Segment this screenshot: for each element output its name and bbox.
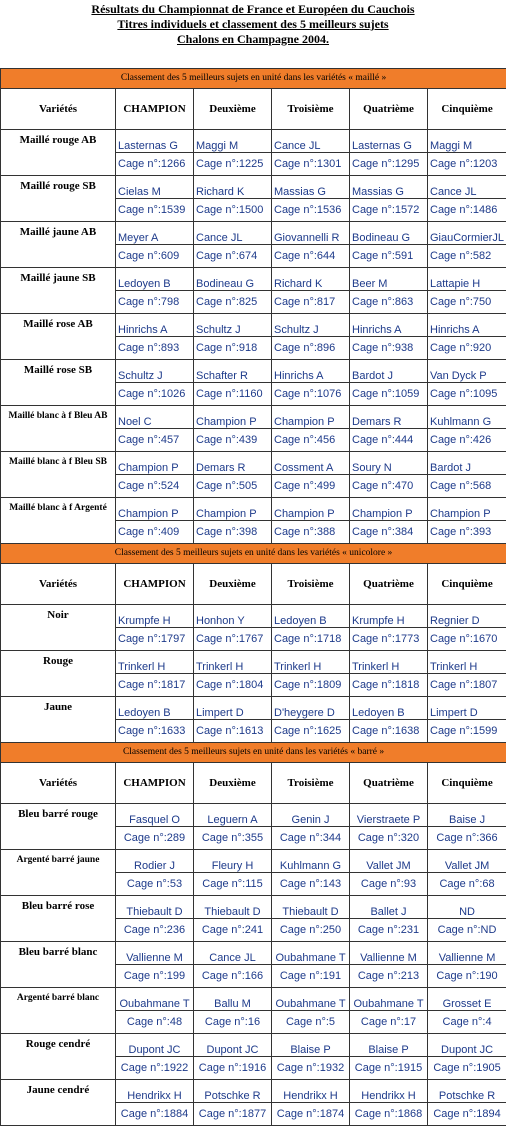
cage-number: Cage n°:1613 xyxy=(194,720,272,743)
cage-number: Cage n°:1266 xyxy=(116,153,194,176)
variety-label: Bleu barré rouge xyxy=(1,804,116,850)
cage-number: Cage n°:1797 xyxy=(116,628,194,651)
variety-label: Maillé rose SB xyxy=(1,360,116,406)
breeder-name: Blaise P xyxy=(350,1034,428,1057)
table-row xyxy=(1,130,506,153)
breeder-name: Champion P xyxy=(272,406,350,429)
variety-label: Bleu barré rose xyxy=(1,896,116,942)
section-banner-row xyxy=(1,743,506,763)
title-line-3: Chalons en Champagne 2004. xyxy=(176,32,330,46)
cage-number: Cage n°:1301 xyxy=(272,153,350,176)
column-header: CHAMPION xyxy=(116,763,194,804)
table-row xyxy=(1,651,506,674)
column-header: Variétés xyxy=(1,564,116,605)
cage-number: Cage n°:1804 xyxy=(194,674,272,697)
breeder-name: Krumpfe H xyxy=(350,605,428,628)
column-header-row xyxy=(1,763,506,804)
breeder-name: Dupont JC xyxy=(116,1034,194,1057)
cage-number: Cage n°:1922 xyxy=(116,1057,194,1080)
breeder-name: Hinrichs A xyxy=(428,314,506,337)
section-banner: Classement des 5 meilleurs sujets en unité dans les variétés « barré » xyxy=(1,743,506,763)
cage-number: Cage n°:426 xyxy=(428,429,506,452)
variety-label: Maillé blanc à f Bleu AB xyxy=(1,406,116,452)
column-header-row xyxy=(1,564,506,605)
breeder-name: Cielas M xyxy=(116,176,194,199)
cage-number: Cage n°:388 xyxy=(272,521,350,544)
column-header: Troisième xyxy=(272,89,350,130)
breeder-name: Cance JL xyxy=(272,130,350,153)
title-line-2: Titres individuels et classement des 5 meilleurs sujets xyxy=(117,17,389,31)
breeder-name: Massias G xyxy=(350,176,428,199)
column-header: Deuxième xyxy=(194,763,272,804)
variety-label: Noir xyxy=(1,605,116,651)
cage-number: Cage n°:93 xyxy=(350,873,428,896)
breeder-name: Hinrichs A xyxy=(272,360,350,383)
table-row xyxy=(1,804,506,827)
breeder-name: Fasquel O xyxy=(116,804,194,827)
breeder-name: Regnier D xyxy=(428,605,506,628)
breeder-name: Noel C xyxy=(116,406,194,429)
cage-number: Cage n°:4 xyxy=(428,1011,506,1034)
cage-number: Cage n°:499 xyxy=(272,475,350,498)
cage-number: Cage n°:236 xyxy=(116,919,194,942)
variety-label: Maillé jaune AB xyxy=(1,222,116,268)
cage-number: Cage n°:1670 xyxy=(428,628,506,651)
cage-number: Cage n°:444 xyxy=(350,429,428,452)
variety-label: Jaune cendré xyxy=(1,1080,116,1126)
breeder-name: Schultz J xyxy=(116,360,194,383)
breeder-name: Bardot J xyxy=(428,452,506,475)
breeder-name: Oubahmane T xyxy=(116,988,194,1011)
column-header: Cinquième xyxy=(428,763,506,804)
variety-label: Maillé blanc à f Argenté xyxy=(1,498,116,544)
breeder-name: Vallet JM xyxy=(428,850,506,873)
table-row xyxy=(1,222,506,245)
breeder-name: Thiebault D xyxy=(194,896,272,919)
section-banner-row xyxy=(1,69,506,89)
breeder-name: Oubahmane T xyxy=(272,942,350,965)
breeder-name: Cance JL xyxy=(194,942,272,965)
cage-number: Cage n°:582 xyxy=(428,245,506,268)
breeder-name: Vallienne M xyxy=(350,942,428,965)
section-banner-row xyxy=(1,544,506,564)
cage-number: Cage n°:609 xyxy=(116,245,194,268)
cage-number: Cage n°:366 xyxy=(428,827,506,850)
breeder-name: Hendrikx H xyxy=(350,1080,428,1103)
column-header: Deuxième xyxy=(194,564,272,605)
cage-number: Cage n°:166 xyxy=(194,965,272,988)
cage-number: Cage n°:1486 xyxy=(428,199,506,222)
breeder-name: ND xyxy=(428,896,506,919)
breeder-name: Ledoyen B xyxy=(116,268,194,291)
cage-number: Cage n°:250 xyxy=(272,919,350,942)
breeder-name: Trinkerl H xyxy=(194,651,272,674)
breeder-name: Bodineau G xyxy=(350,222,428,245)
breeder-name: Trinkerl H xyxy=(272,651,350,674)
breeder-name: Champion P xyxy=(428,498,506,521)
section-banner: Classement des 5 meilleurs sujets en unité dans les variétés « unicolore » xyxy=(1,544,506,564)
cage-number: Cage n°:53 xyxy=(116,873,194,896)
cage-number: Cage n°:896 xyxy=(272,337,350,360)
cage-number: Cage n°:920 xyxy=(428,337,506,360)
column-header: Quatrième xyxy=(350,564,428,605)
cage-number: Cage n°:1932 xyxy=(272,1057,350,1080)
column-header: Quatrième xyxy=(350,763,428,804)
breeder-name: Hinrichs A xyxy=(116,314,194,337)
breeder-name: Vallet JM xyxy=(350,850,428,873)
cage-number: Cage n°:213 xyxy=(350,965,428,988)
breeder-name: Potschke R xyxy=(194,1080,272,1103)
variety-label: Maillé jaune SB xyxy=(1,268,116,314)
breeder-name: Grosset E xyxy=(428,988,506,1011)
cage-number: Cage n°:817 xyxy=(272,291,350,314)
table-row xyxy=(1,896,506,919)
cage-number: Cage n°:320 xyxy=(350,827,428,850)
cage-number: Cage n°:16 xyxy=(194,1011,272,1034)
cage-number: Cage n°:1874 xyxy=(272,1103,350,1126)
breeder-name: Soury N xyxy=(350,452,428,475)
table-row xyxy=(1,452,506,475)
cage-number: Cage n°:1809 xyxy=(272,674,350,697)
breeder-name: Schultz J xyxy=(272,314,350,337)
column-header-row xyxy=(1,89,506,130)
cage-number: Cage n°:17 xyxy=(350,1011,428,1034)
breeder-name: Champion P xyxy=(350,498,428,521)
breeder-name: Kuhlmann G xyxy=(428,406,506,429)
cage-number: Cage n°:1915 xyxy=(350,1057,428,1080)
breeder-name: Maggi M xyxy=(194,130,272,153)
column-header: Variétés xyxy=(1,89,116,130)
column-header: Troisième xyxy=(272,564,350,605)
cage-number: Cage n°:893 xyxy=(116,337,194,360)
cage-number: Cage n°:199 xyxy=(116,965,194,988)
cage-number: Cage n°:439 xyxy=(194,429,272,452)
variety-label: Maillé rouge AB xyxy=(1,130,116,176)
breeder-name: Bardot J xyxy=(350,360,428,383)
variety-label: Maillé rose AB xyxy=(1,314,116,360)
breeder-name: Hendrikx H xyxy=(272,1080,350,1103)
breeder-name: Vallienne M xyxy=(428,942,506,965)
cage-number: Cage n°:398 xyxy=(194,521,272,544)
breeder-name: Honhon Y xyxy=(194,605,272,628)
cage-number: Cage n°:1295 xyxy=(350,153,428,176)
column-header: Deuxième xyxy=(194,89,272,130)
breeder-name: Oubahmane T xyxy=(350,988,428,1011)
cage-number: Cage n°:384 xyxy=(350,521,428,544)
cage-number: Cage n°:ND xyxy=(428,919,506,942)
cage-number: Cage n°:1059 xyxy=(350,383,428,406)
cage-number: Cage n°:798 xyxy=(116,291,194,314)
breeder-name: Lattapie H xyxy=(428,268,506,291)
column-header: Cinquième xyxy=(428,564,506,605)
breeder-name: Ledoyen B xyxy=(350,697,428,720)
cage-number: Cage n°:344 xyxy=(272,827,350,850)
cage-number: Cage n°:1095 xyxy=(428,383,506,406)
breeder-name: Rodier J xyxy=(116,850,194,873)
cage-number: Cage n°:1076 xyxy=(272,383,350,406)
cage-number: Cage n°:1539 xyxy=(116,199,194,222)
breeder-name: Thiebault D xyxy=(272,896,350,919)
cage-number: Cage n°:1807 xyxy=(428,674,506,697)
cage-number: Cage n°:456 xyxy=(272,429,350,452)
breeder-name: Fleury H xyxy=(194,850,272,873)
cage-number: Cage n°:1817 xyxy=(116,674,194,697)
breeder-name: Lasternas G xyxy=(350,130,428,153)
cage-number: Cage n°:591 xyxy=(350,245,428,268)
breeder-name: Champion P xyxy=(194,498,272,521)
breeder-name: Genin J xyxy=(272,804,350,827)
cage-number: Cage n°:1026 xyxy=(116,383,194,406)
breeder-name: Giovannelli R xyxy=(272,222,350,245)
cage-number: Cage n°:674 xyxy=(194,245,272,268)
breeder-name: Demars R xyxy=(350,406,428,429)
document-header xyxy=(0,0,506,68)
cage-number: Cage n°:190 xyxy=(428,965,506,988)
breeder-name: Ballet J xyxy=(350,896,428,919)
table-row xyxy=(1,498,506,521)
cage-number: Cage n°:1203 xyxy=(428,153,506,176)
cage-number: Cage n°:68 xyxy=(428,873,506,896)
cage-number: Cage n°:750 xyxy=(428,291,506,314)
title-line-1: Résultats du Championnat de France et Européen du Cauchois xyxy=(91,2,415,16)
cage-number: Cage n°:48 xyxy=(116,1011,194,1034)
breeder-name: GiauCormierJL xyxy=(428,222,506,245)
breeder-name: D'heygere D xyxy=(272,697,350,720)
table-row xyxy=(1,1080,506,1103)
table-row xyxy=(1,1034,506,1057)
breeder-name: Kuhlmann G xyxy=(272,850,350,873)
breeder-name: Vierstraete P xyxy=(350,804,428,827)
table-row xyxy=(1,605,506,628)
breeder-name: Maggi M xyxy=(428,130,506,153)
table-row xyxy=(1,268,506,291)
table-row xyxy=(1,697,506,720)
table-row xyxy=(1,942,506,965)
breeder-name: Limpert D xyxy=(428,697,506,720)
cage-number: Cage n°:1767 xyxy=(194,628,272,651)
breeder-name: Krumpfe H xyxy=(116,605,194,628)
cage-number: Cage n°:505 xyxy=(194,475,272,498)
cage-number: Cage n°:1868 xyxy=(350,1103,428,1126)
table-row xyxy=(1,176,506,199)
cage-number: Cage n°:1638 xyxy=(350,720,428,743)
breeder-name: Champion P xyxy=(116,498,194,521)
variety-label: Rouge xyxy=(1,651,116,697)
breeder-name: Dupont JC xyxy=(428,1034,506,1057)
breeder-name: Potschke R xyxy=(428,1080,506,1103)
breeder-name: Thiebault D xyxy=(116,896,194,919)
cage-number: Cage n°:1599 xyxy=(428,720,506,743)
table-row xyxy=(1,850,506,873)
table-row xyxy=(1,314,506,337)
variety-label: Jaune xyxy=(1,697,116,743)
cage-number: Cage n°:1773 xyxy=(350,628,428,651)
breeder-name: Trinkerl H xyxy=(428,651,506,674)
cage-number: Cage n°:1894 xyxy=(428,1103,506,1126)
breeder-name: Richard K xyxy=(194,176,272,199)
cage-number: Cage n°:231 xyxy=(350,919,428,942)
cage-number: Cage n°:524 xyxy=(116,475,194,498)
breeder-name: Leguern A xyxy=(194,804,272,827)
column-header: Quatrième xyxy=(350,89,428,130)
variety-label: Maillé rouge SB xyxy=(1,176,116,222)
cage-number: Cage n°:1877 xyxy=(194,1103,272,1126)
cage-number: Cage n°:1818 xyxy=(350,674,428,697)
column-header: Variétés xyxy=(1,763,116,804)
cage-number: Cage n°:1884 xyxy=(116,1103,194,1126)
cage-number: Cage n°:1916 xyxy=(194,1057,272,1080)
cage-number: Cage n°:143 xyxy=(272,873,350,896)
breeder-name: Meyer A xyxy=(116,222,194,245)
cage-number: Cage n°:1905 xyxy=(428,1057,506,1080)
cage-number: Cage n°:1536 xyxy=(272,199,350,222)
cage-number: Cage n°:863 xyxy=(350,291,428,314)
results-table xyxy=(0,68,506,1126)
breeder-name: Dupont JC xyxy=(194,1034,272,1057)
cage-number: Cage n°:409 xyxy=(116,521,194,544)
variety-label: Argenté barré jaune xyxy=(1,850,116,896)
cage-number: Cage n°:241 xyxy=(194,919,272,942)
breeder-name: Oubahmane T xyxy=(272,988,350,1011)
breeder-name: Ledoyen B xyxy=(116,697,194,720)
breeder-name: Bodineau G xyxy=(194,268,272,291)
breeder-name: Schafter R xyxy=(194,360,272,383)
breeder-name: Demars R xyxy=(194,452,272,475)
table-row xyxy=(1,360,506,383)
variety-label: Rouge cendré xyxy=(1,1034,116,1080)
column-header: Troisième xyxy=(272,763,350,804)
cage-number: Cage n°:568 xyxy=(428,475,506,498)
column-header: CHAMPION xyxy=(116,89,194,130)
cage-number: Cage n°:1500 xyxy=(194,199,272,222)
breeder-name: Massias G xyxy=(272,176,350,199)
cage-number: Cage n°:393 xyxy=(428,521,506,544)
breeder-name: Champion P xyxy=(116,452,194,475)
breeder-name: Cance JL xyxy=(194,222,272,245)
breeder-name: Cossment A xyxy=(272,452,350,475)
cage-number: Cage n°:1572 xyxy=(350,199,428,222)
cage-number: Cage n°:1160 xyxy=(194,383,272,406)
variety-label: Bleu barré blanc xyxy=(1,942,116,988)
cage-number: Cage n°:115 xyxy=(194,873,272,896)
breeder-name: Champion P xyxy=(272,498,350,521)
column-header: CHAMPION xyxy=(116,564,194,605)
cage-number: Cage n°:918 xyxy=(194,337,272,360)
breeder-name: Cance JL xyxy=(428,176,506,199)
variety-label: Maillé blanc à f Bleu SB xyxy=(1,452,116,498)
table-row xyxy=(1,988,506,1011)
cage-number: Cage n°:1225 xyxy=(194,153,272,176)
cage-number: Cage n°:1625 xyxy=(272,720,350,743)
cage-number: Cage n°:644 xyxy=(272,245,350,268)
variety-label: Argenté barré blanc xyxy=(1,988,116,1034)
cage-number: Cage n°:191 xyxy=(272,965,350,988)
breeder-name: Blaise P xyxy=(272,1034,350,1057)
cage-number: Cage n°:938 xyxy=(350,337,428,360)
cage-number: Cage n°:825 xyxy=(194,291,272,314)
cage-number: Cage n°:1718 xyxy=(272,628,350,651)
breeder-name: Hendrikx H xyxy=(116,1080,194,1103)
cage-number: Cage n°:355 xyxy=(194,827,272,850)
breeder-name: Baise J xyxy=(428,804,506,827)
breeder-name: Van Dyck P xyxy=(428,360,506,383)
breeder-name: Trinkerl H xyxy=(350,651,428,674)
cage-number: Cage n°:1633 xyxy=(116,720,194,743)
cage-number: Cage n°:289 xyxy=(116,827,194,850)
table-row xyxy=(1,406,506,429)
breeder-name: Beer M xyxy=(350,268,428,291)
breeder-name: Hinrichs A xyxy=(350,314,428,337)
cage-number: Cage n°:457 xyxy=(116,429,194,452)
breeder-name: Richard K xyxy=(272,268,350,291)
cage-number: Cage n°:5 xyxy=(272,1011,350,1034)
breeder-name: Ballu M xyxy=(194,988,272,1011)
breeder-name: Trinkerl H xyxy=(116,651,194,674)
breeder-name: Schultz J xyxy=(194,314,272,337)
breeder-name: Ledoyen B xyxy=(272,605,350,628)
breeder-name: Lasternas G xyxy=(116,130,194,153)
breeder-name: Vallienne M xyxy=(116,942,194,965)
column-header: Cinquième xyxy=(428,89,506,130)
cage-number: Cage n°:470 xyxy=(350,475,428,498)
section-banner: Classement des 5 meilleurs sujets en unité dans les variétés « maillé » xyxy=(1,69,506,89)
breeder-name: Limpert D xyxy=(194,697,272,720)
breeder-name: Champion P xyxy=(194,406,272,429)
